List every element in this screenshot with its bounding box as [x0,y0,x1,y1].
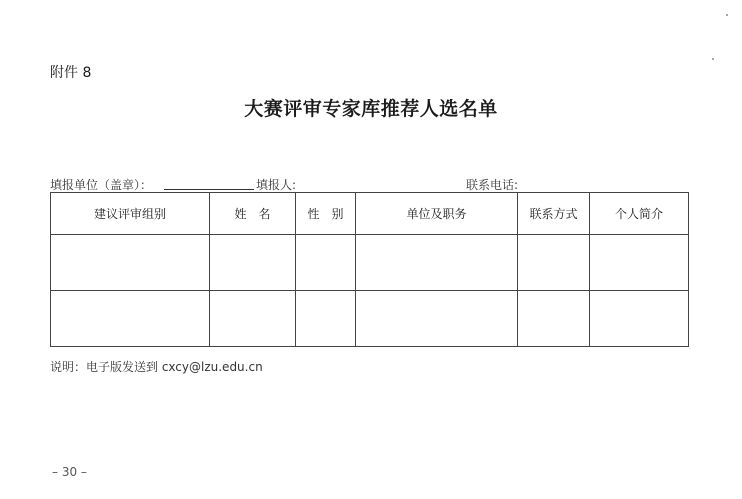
table-row [51,235,689,291]
note-text: 说明：电子版发送到 cxcy@lzu.edu.cn [50,360,263,374]
reporter-label: 填报人: [256,178,297,192]
document-title: 大赛评审专家库推荐人选名单 [244,98,498,120]
header-profile: 个人简介 [590,193,689,235]
table-header-row [51,193,689,235]
table-cell [210,235,296,291]
table-cell [51,235,210,291]
table-cell [296,235,356,291]
scan-speck [726,14,728,16]
scan-speck [712,58,714,60]
table-cell [296,291,356,347]
header-contact: 联系方式 [518,193,590,235]
header-gender: 性 别 [296,193,356,235]
nominee-table [50,192,689,347]
attachment-label: 附件 8 [50,65,92,81]
table-cell [518,235,590,291]
table-cell [356,235,518,291]
header-group: 建议评审组别 [51,193,210,235]
table-cell [590,235,689,291]
table-cell [518,291,590,347]
page-number: – 30 – [52,465,87,479]
unit-label: 填报单位（盖章）： [50,178,153,192]
header-unit-position: 单位及职务 [356,193,518,235]
phone-label: 联系电话: [466,178,519,192]
table-cell [210,291,296,347]
table-cell [51,291,210,347]
table-row [51,291,689,347]
table-cell [590,291,689,347]
unit-fill-line [164,189,254,190]
header-name: 姓 名 [210,193,296,235]
table-cell [356,291,518,347]
